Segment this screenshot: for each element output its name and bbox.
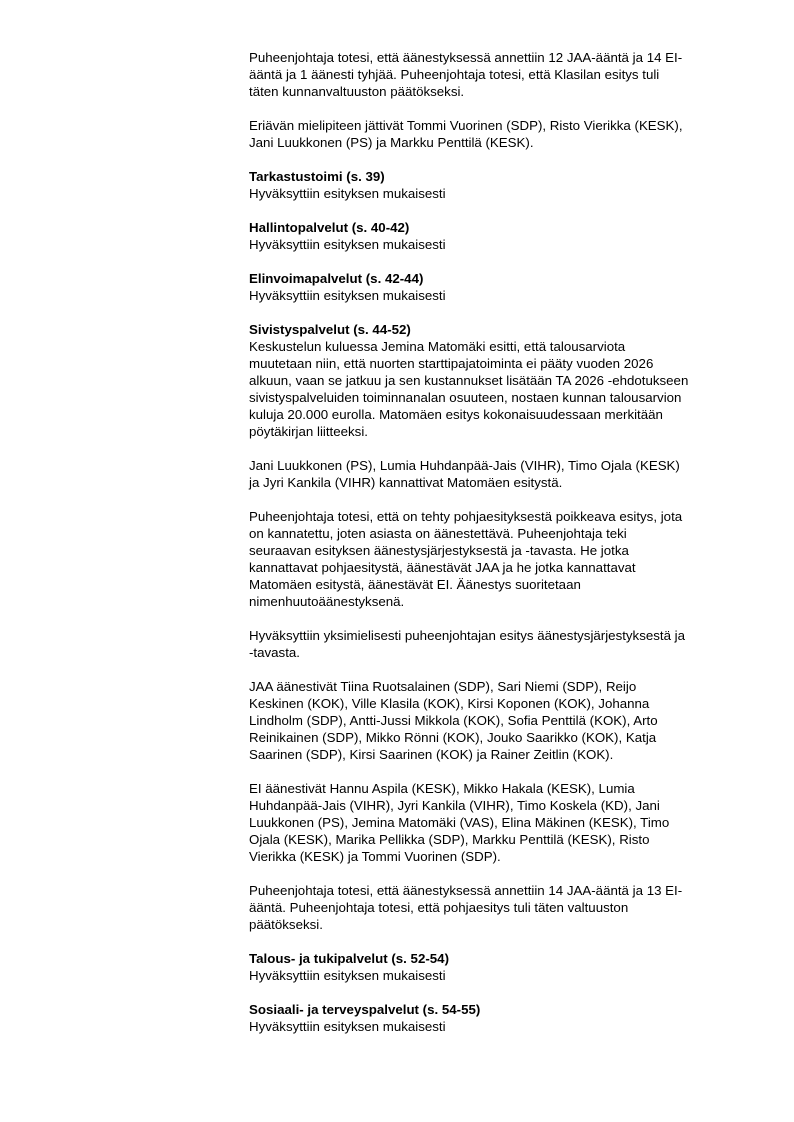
- section-decision: Hyväksyttiin esityksen mukaisesti: [249, 237, 446, 252]
- section-heading: Talous- ja tukipalvelut (s. 52-54): [249, 951, 449, 966]
- voting-procedure-paragraph: Puheenjohtaja totesi, että on tehty pohjaesityksestä poikkeava esitys, jota on kannatettu, joten asiasta on äänestettävä. Puheenjohtaja teki seuraavan esityksen äänestysjärjestyksestä ja -tavasta. He jotka kannattavat pohjaesitystä, äänestävät JAA ja he jotka kannattavat Matomäen esitystä, äänestävät EI. Äänestys suoritetaan nimenhuutoäänestyksenä.: [249, 509, 683, 609]
- document-page: [249, 49, 739, 1052]
- section-sivistyspalvelut: [249, 321, 739, 933]
- dissent-paragraph: Eriävän mielipiteen jättivät Tommi Vuorinen (SDP), Risto Vierikka (KESK), Jani Luukkonen (PS) ja Markku Penttilä (KESK).: [249, 118, 683, 150]
- yes-votes-paragraph: JAA äänestivät Tiina Ruotsalainen (SDP), Sari Niemi (SDP), Reijo Keskinen (KOK), Ville Klasila (KOK), Kirsi Koponen (KOK), Johanna Lindholm (SDP), Antti-Jussi Mikkola (KOK), Sofia Penttilä (KOK), Arto Reinikainen (SDP), Mikko Rönni (KOK), Jouko Saarikko (KOK), Katja Saarinen (SDP), Kirsi Saarinen (KOK) ja Rainer Zeitlin (KOK).: [249, 679, 658, 762]
- section-heading: Sosiaali- ja terveyspalvelut (s. 54-55): [249, 1002, 481, 1017]
- section-tarkastustoimi: [249, 168, 739, 202]
- support-paragraph: Jani Luukkonen (PS), Lumia Huhdanpää-Jais (VIHR), Timo Ojala (KESK) ja Jyri Kankila (VIHR) kannattivat Matomäen esitystä.: [249, 458, 680, 490]
- section-heading: Sivistyspalvelut (s. 44-52): [249, 322, 411, 337]
- section-elinvoimapalvelut: [249, 270, 739, 304]
- section-talous-ja-tukipalvelut: [249, 950, 739, 984]
- section-heading: Hallintopalvelut (s. 40-42): [249, 220, 410, 235]
- section-decision: Hyväksyttiin esityksen mukaisesti: [249, 1019, 446, 1034]
- section-decision: Hyväksyttiin esityksen mukaisesti: [249, 968, 446, 983]
- section-hallintopalvelut: [249, 219, 739, 253]
- no-votes-paragraph: EI äänestivät Hannu Aspila (KESK), Mikko Hakala (KESK), Lumia Huhdanpää-Jais (VIHR), Jyri Kankila (VIHR), Timo Koskela (KD), Jani Luukkonen (PS), Jemina Matomäki (VAS), Elina Mäkinen (KESK), Timo Ojala (KESK), Marika Pellikka (SDP), Markku Penttilä (KESK), Risto Vierikka (KESK) ja Tommi Vuorinen (SDP).: [249, 781, 670, 864]
- section-heading: Tarkastustoimi (s. 39): [249, 169, 385, 184]
- vote-outcome-paragraph: Puheenjohtaja totesi, että äänestyksessä annettiin 14 JAA-ääntä ja 13 EI- ääntä. Puheenjohtaja totesi, että pohjaesitys tuli täten valtuuston päätökseksi.: [249, 883, 683, 932]
- section-sosiaali-ja-terveyspalvelut: [249, 1001, 739, 1035]
- proposal-paragraph: Keskustelun kuluessa Jemina Matomäki esitti, että talousarviota muutetaan niin, että nuorten starttipajatoiminta ei pääty vuoden 2026 alkuun, vaan se jatkuu ja sen kustannukset lisätään TA 2026 -ehdotukseen sivistyspalveluiden toiminnanalan osuuteen, nostaen kunnan talousarvion kuluja 20.000 eurolla. Matomäen esitys kokonaisuudessaan merkitään pöytäkirjan liitteeksi.: [249, 339, 689, 439]
- section-decision: Hyväksyttiin esityksen mukaisesti: [249, 288, 446, 303]
- vote-result-paragraph: Puheenjohtaja totesi, että äänestyksessä annettiin 12 JAA-ääntä ja 14 EI- ääntä ja 1 äänesti tyhjää. Puheenjohtaja totesi, että Klasilan esitys tuli täten kunnanvaltuuston päätökseksi.: [249, 50, 683, 99]
- section-decision: Hyväksyttiin esityksen mukaisesti: [249, 186, 446, 201]
- procedure-approval-paragraph: Hyväksyttiin yksimielisesti puheenjohtajan esitys äänestysjärjestyksestä ja -tavasta.: [249, 628, 686, 660]
- section-heading: Elinvoimapalvelut (s. 42-44): [249, 271, 424, 286]
